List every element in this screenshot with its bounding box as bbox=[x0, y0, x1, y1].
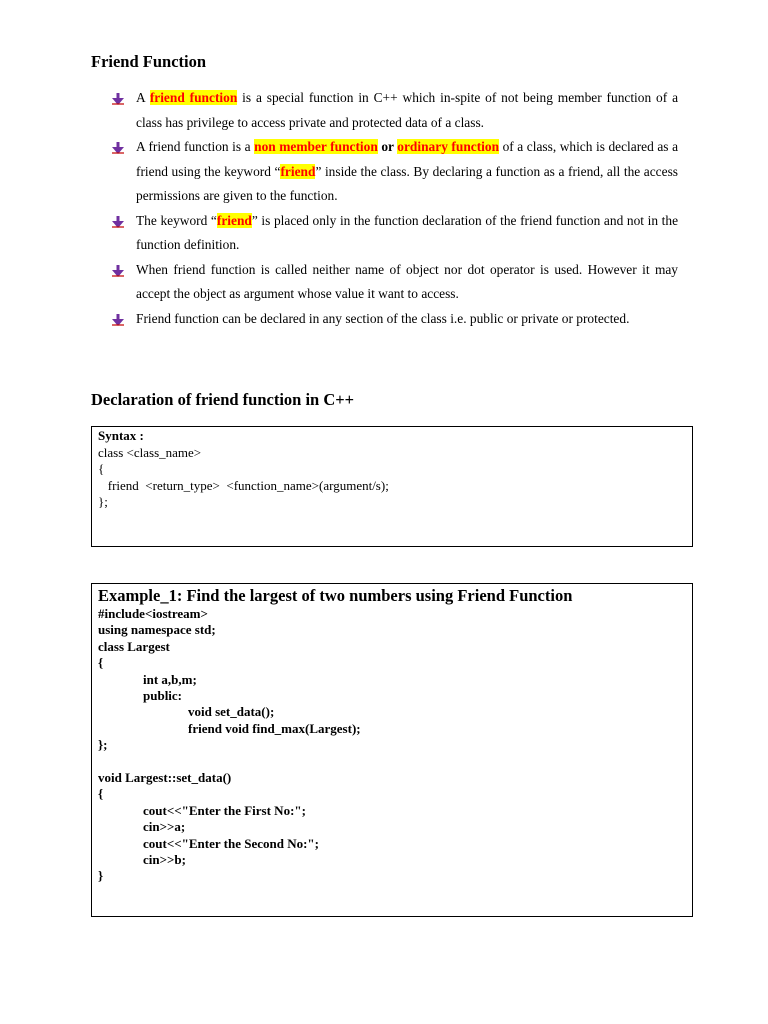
highlight: friend bbox=[216, 212, 252, 228]
example-box bbox=[91, 583, 693, 917]
code-line: class Largest bbox=[98, 638, 170, 654]
code-line: friend void find_max(Largest); bbox=[188, 720, 361, 736]
syntax-box bbox=[91, 426, 693, 547]
list-item bbox=[110, 258, 678, 307]
code-line: using namespace std; bbox=[98, 622, 216, 638]
code-line: void set_data(); bbox=[188, 704, 275, 720]
highlight: friend function bbox=[149, 90, 238, 105]
code-line: { bbox=[98, 786, 104, 802]
bullet-text: ” is placed only in the function declaration of the friend function and not in the function definition. bbox=[136, 212, 679, 252]
bullet-text: When friend function is called neither name of object nor dot operator is used. However it may accept the object as argument whose value it want to access. bbox=[136, 261, 678, 301]
list-item bbox=[110, 135, 678, 209]
code-line: cin>>a; bbox=[143, 819, 186, 835]
code-line: int a,b,m; bbox=[143, 671, 197, 687]
syntax-title: Syntax : bbox=[98, 428, 144, 443]
section-title: Friend Function bbox=[91, 52, 207, 71]
list-item bbox=[110, 307, 678, 332]
section-title: Declaration of friend function in C++ bbox=[91, 390, 355, 409]
code-line: cout<<"Enter the First No:"; bbox=[143, 802, 306, 818]
code-line: friend <return_type> <function_name>(argument/s); bbox=[98, 477, 389, 493]
bullet-text: of a class, which is declared as a friend using the keyword “ bbox=[136, 139, 679, 179]
bullet-text: A friend function is a bbox=[136, 139, 255, 154]
example-title: Example_1: Find the largest of two numbers using Friend Function bbox=[98, 586, 573, 605]
bullet-text: ” inside the class. By declaring a function as a friend, all the access permissions are given to the function. bbox=[136, 163, 678, 203]
code-line: class <class_name> bbox=[98, 444, 202, 460]
code-line: }; bbox=[98, 494, 108, 510]
bullet-text: or bbox=[377, 139, 398, 154]
code-line: public: bbox=[143, 688, 183, 704]
code-line bbox=[98, 754, 686, 770]
highlight: friend bbox=[280, 163, 316, 179]
bullet-text: is a special function in C++ which in-spite of not being member function of a class has privilege to access private and protected data of a class. bbox=[136, 90, 679, 130]
code-line: cout<<"Enter the Second No:"; bbox=[143, 835, 319, 851]
down-arrow-icon bbox=[112, 93, 124, 105]
bullet-text: A bbox=[136, 90, 150, 105]
highlight: non member function bbox=[254, 139, 378, 154]
down-arrow-icon bbox=[112, 142, 124, 154]
down-arrow-icon bbox=[112, 216, 124, 228]
bullet-text: Friend function can be declared in any section of the class i.e. public or private or protected. bbox=[136, 310, 630, 326]
code-line: { bbox=[98, 461, 105, 477]
code-line: #include<iostream> bbox=[98, 606, 208, 621]
down-arrow-icon bbox=[112, 314, 124, 326]
highlight: ordinary function bbox=[397, 139, 500, 154]
bullet-text: The keyword “ bbox=[136, 212, 217, 228]
down-arrow-icon bbox=[112, 265, 124, 277]
list-item bbox=[110, 86, 678, 135]
list-item bbox=[110, 209, 678, 258]
code-line: { bbox=[98, 655, 104, 671]
code-line: cin>>b; bbox=[143, 852, 186, 868]
code-line: } bbox=[98, 868, 104, 884]
bullet-list bbox=[110, 86, 678, 331]
code-line: void Largest::set_data() bbox=[98, 770, 232, 786]
code-line: }; bbox=[98, 737, 108, 753]
